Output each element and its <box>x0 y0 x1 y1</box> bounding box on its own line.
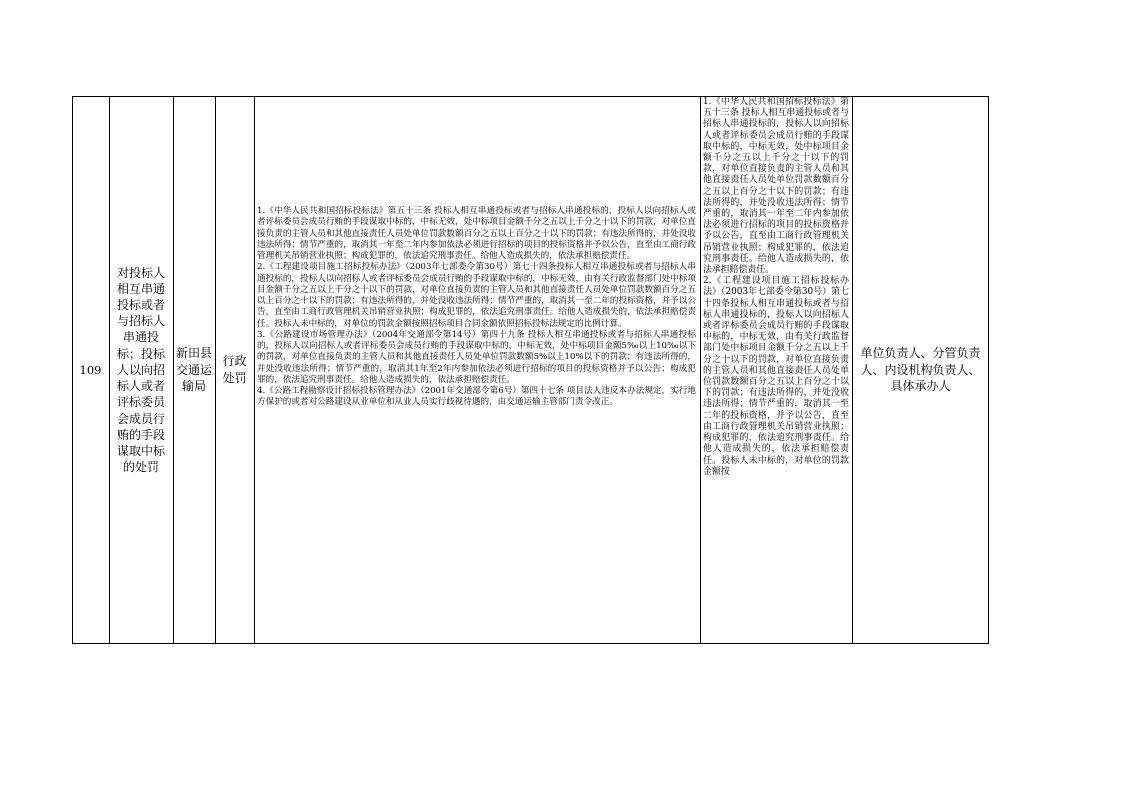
action-type-cell <box>215 96 254 644</box>
penalty-detail-paragraph: 1.《中华人民共和国招标投标法》第五十三条 投标人相互串通投标或者与招标人串通投标的，投标人以向招标人或者评标委员会成员行贿的手段谋取中标的，中标无效，处中标项目金额千分之五以上千分之十以下的罚款，对单位直接负责的主管人员和其他直接责任人员处单位罚款数额百分之五以上百分之十以下的罚款；有违法所得的，并处没收违法所得；情节严重的，取消其一年至二年内参加依法必须进行招标的项目的投标资格并予以公告，直至由工商行政管理机关吊销营业执照；构成犯罪的，依法追究刑事责任。给他人造成损失的，依法承担赔偿责任。 <box>703 97 849 276</box>
department-text: 新田县交通运输局 <box>176 346 213 394</box>
penalty-detail-cell <box>700 96 852 644</box>
responsible-persons-text: 单位负责人、分管负责人、内设机构负责人、具体承办人 <box>860 346 981 394</box>
penalty-detail-paragraph: 2.《工程建设项目施工招标投标办法》（2003年七部委令第30号）第七十四条投标人相互串通投标或者与招标人串通投标的，投标人以向招标人或者评标委员会成员行贿的手段谋取中标的，中标无效，由有关行政监督部门处中标项目金额千分之五以上千分之十以下的罚款，对单位直接负责的主管人员和其他直接责任人员处单位罚款数额百分之五以上百分之十以下的罚款；有违法所得的，并处没收违法所得；情节严重的，取消其一至二年的投标资格，并予以公告，直至由工商行政管理机关吊销营业执照；构成犯罪的，依法追究刑事责任。给他人造成损失的，依法承担赔偿责任。投标人未中标的，对单位的罚款金额按 <box>703 276 849 477</box>
item-name-text: 对投标人相互串通投标或者与招标人串通投标；投标人以向招标人或者评标委员会成员行贿的手段谋取中标的处罚 <box>116 265 165 475</box>
legal-basis-paragraph: 2.《工程建设项目施工招标投标办法》（2003年七部委令第30号）第七十四条投标人相互串通投标或者与招标人串通投标的，投标人以向招标人或者评标委员会成员行贿的手段谋取中标的，中标无效，由有关行政监督部门处中标项目金额千分之五以上千分之十以下的罚款，对单位直接负责的主管人员和其他直接责任人员处单位罚款数额百分之五以上百分之十以下的罚款；有违法所得的，并处没收违法所得；情节严重的，取消其一至二年的投标资格，并予以公告，直至由工商行政管理机关吊销营业执照；构成犯罪的，依法追究刑事责任。给他人造成损失的，依法承担赔偿责任。投标人未中标的，对单位的罚款金额按照招标项目合同金额依照招标投标法规定的比例计算。 <box>257 262 696 329</box>
row-number <box>72 96 109 644</box>
item-name-cell <box>109 96 173 644</box>
responsible-persons-cell <box>852 96 989 644</box>
legal-basis-paragraph: 4.《公路工程勘察设计招标投标管理办法》（2001年交通部令第6号）第四十七条 项目法人违反本办法规定，实行地方保护的或者对公路建设从业单位和从业人员实行歧视待遇的，由交通运输主管部门责令改正。 <box>257 386 696 408</box>
legal-basis-paragraph: 1.《中华人民共和国招标投标法》第五十三条 投标人相互串通投标或者与招标人串通投标的，投标人以向招标人或者评标委员会成员行贿的手段谋取中标的，中标无效，处中标项目金额千分之五以上千分之十以下的罚款，对单位直接负责的主管人员和其他直接责任人员处单位罚款数额百分之五以上百分之十以下的罚款；有违法所得的，并处没收违法所得；情节严重的，取消其一年至二年内参加依法必须进行招标的项目的投标资格并予以公告，直至由工商行政管理机关吊销营业执照；构成犯罪的，依法追究刑事责任。给他人造成损失的，依法承担赔偿责任。 <box>257 206 696 261</box>
row-number-text: 109 <box>79 363 102 377</box>
action-type-text: 行政处罚 <box>222 354 247 385</box>
department-cell <box>173 96 215 644</box>
penalty-table <box>72 96 989 644</box>
legal-basis-paragraph: 3.《公路建设市场管理办法》（2004年交通部令第14号）第四十九条 投标人相互串通投标或者与招标人串通投标的，投标人以向招标人或者评标委员会成员行贿的手段谋取中标的，中标无效，处中标项目金额5‰以上10‰以下的罚款，对单位直接负责的主管人员和其他直接责任人员处单位罚款数额5%以上10%以下的罚款；有违法所得的，并处没收违法所得；情节严重的，取消其1年至2年内参加依法必须进行招标的项目的投标资格并予以公告；构成犯罪的，依法追究刑事责任。给他人造成损失的，依法承担赔偿责任。 <box>257 329 696 385</box>
legal-basis-cell <box>254 206 700 409</box>
